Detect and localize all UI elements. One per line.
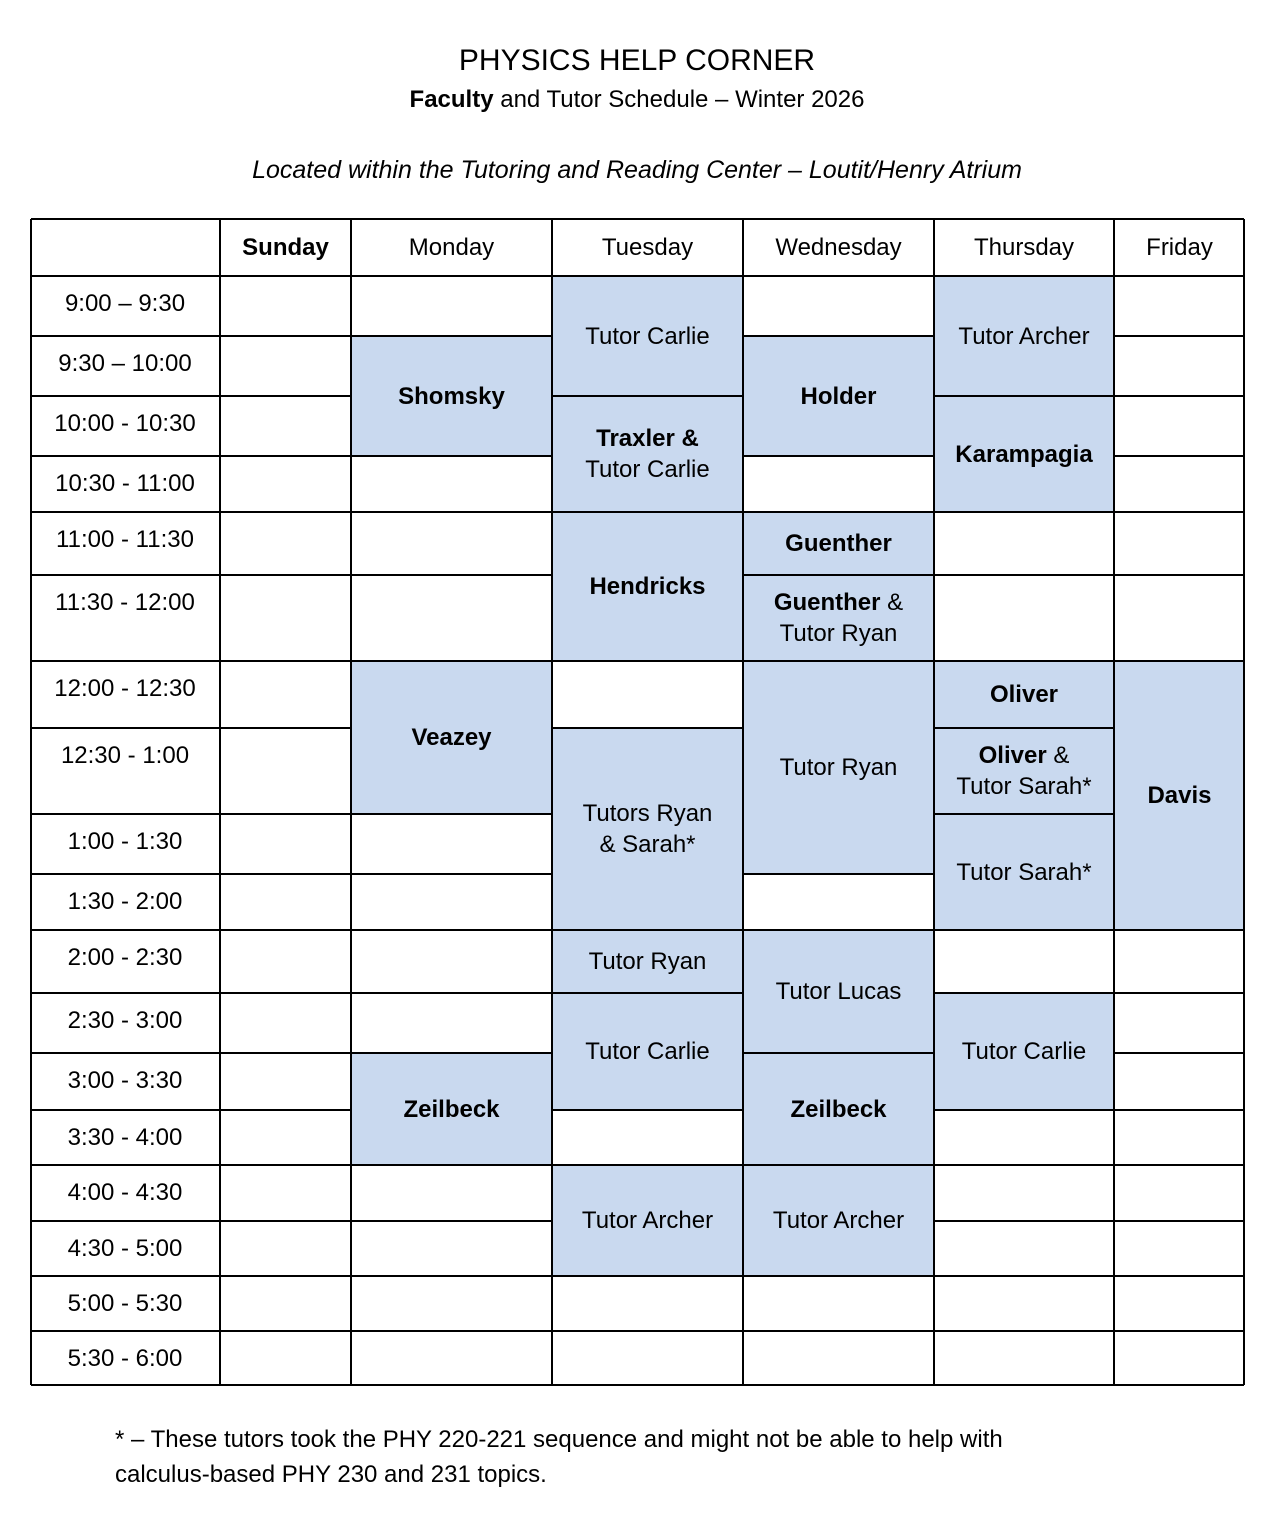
empty-slot-friday xyxy=(1114,1165,1245,1221)
empty-slot-friday xyxy=(1114,930,1245,993)
empty-slot-monday xyxy=(351,276,552,336)
empty-slot-tuesday xyxy=(552,1331,743,1386)
footnote-line-2: calculus-based PHY 230 and 231 topics. xyxy=(115,1461,547,1488)
session-block-wednesday xyxy=(743,336,934,456)
session-block-thursday xyxy=(934,993,1114,1110)
empty-slot-thursday xyxy=(934,1221,1114,1276)
empty-slot-monday xyxy=(351,874,552,930)
time-slot-label: 5:00 - 5:30 xyxy=(30,1276,220,1331)
empty-slot-sunday xyxy=(220,456,351,512)
tutor-text: Tutors Ryan xyxy=(582,800,713,827)
session-text xyxy=(956,857,1091,888)
faculty-name: Hendricks xyxy=(589,573,706,600)
empty-slot-wednesday xyxy=(743,456,934,512)
empty-slot-monday xyxy=(351,1221,552,1276)
session-text xyxy=(585,321,709,352)
faculty-name: Traxler & xyxy=(596,425,699,452)
empty-slot-friday xyxy=(1114,1110,1245,1165)
tutor-text: Tutor Carlie xyxy=(585,456,710,483)
location-note: Located within the Tutoring and Reading Center – Loutit/Henry Atrium xyxy=(252,156,1022,184)
empty-slot-wednesday xyxy=(743,276,934,336)
empty-slot-sunday xyxy=(220,276,351,336)
day-header-sunday: Sunday xyxy=(220,218,351,276)
time-slot-label: 3:30 - 4:00 xyxy=(30,1110,220,1165)
tutor-text: & xyxy=(880,589,904,616)
empty-slot-sunday xyxy=(220,1165,351,1221)
session-text xyxy=(773,1205,904,1236)
empty-slot-tuesday xyxy=(552,661,743,728)
session-text xyxy=(582,1205,713,1236)
tutor-text: Tutor Sarah* xyxy=(956,773,1092,800)
empty-slot-thursday xyxy=(934,1110,1114,1165)
session-text xyxy=(785,528,892,559)
faculty-name: Karampagia xyxy=(955,440,1093,468)
session-text xyxy=(585,1036,709,1067)
empty-slot-tuesday xyxy=(552,1276,743,1331)
empty-slot-friday xyxy=(1114,1221,1245,1276)
session-text xyxy=(583,798,713,860)
empty-slot-monday xyxy=(351,814,552,874)
empty-slot-monday xyxy=(351,1331,552,1386)
session-block-friday xyxy=(1114,661,1245,930)
time-slot-label: 9:30 – 10:00 xyxy=(30,336,220,396)
session-block-thursday xyxy=(934,728,1114,814)
empty-slot-wednesday xyxy=(743,874,934,930)
session-block-thursday xyxy=(934,396,1114,512)
empty-slot-thursday xyxy=(934,1276,1114,1331)
empty-slot-sunday xyxy=(220,930,351,993)
empty-slot-friday xyxy=(1114,993,1245,1053)
session-block-thursday xyxy=(934,661,1114,728)
time-slot-label: 1:30 - 2:00 xyxy=(30,874,220,930)
session-text xyxy=(800,381,876,412)
empty-slot-monday xyxy=(351,993,552,1053)
empty-slot-sunday xyxy=(220,1276,351,1331)
empty-slot-sunday xyxy=(220,993,351,1053)
tutor-text: Tutor Carlie xyxy=(585,1038,710,1065)
tutor-text: & xyxy=(1046,742,1070,769)
session-text xyxy=(589,571,705,602)
time-slot-label: 11:00 - 11:30 xyxy=(30,512,220,575)
time-slot-label: 2:00 - 2:30 xyxy=(30,930,220,993)
session-block-tuesday xyxy=(552,396,743,512)
time-slot-label: 9:00 – 9:30 xyxy=(30,276,220,336)
subtitle-rest: and Tutor Schedule – Winter 2026 xyxy=(493,86,865,113)
empty-slot-friday xyxy=(1114,456,1245,512)
session-text xyxy=(1147,780,1211,811)
time-slot-label: 4:00 - 4:30 xyxy=(30,1165,220,1221)
session-text xyxy=(411,722,491,753)
tutor-text: Tutor Lucas xyxy=(775,978,902,1005)
empty-slot-thursday xyxy=(934,1165,1114,1221)
empty-slot-thursday xyxy=(934,575,1114,661)
time-slot-label: 11:30 - 12:00 xyxy=(30,575,220,661)
empty-slot-monday xyxy=(351,1276,552,1331)
faculty-name: Zeilbeck xyxy=(403,1095,500,1123)
footnote-line-1: * – These tutors took the PHY 220-221 sequence and might not be able to help with xyxy=(115,1426,1003,1453)
faculty-name: Shomsky xyxy=(398,382,505,410)
session-block-monday xyxy=(351,336,552,456)
faculty-name: Guenther xyxy=(785,530,892,557)
session-text xyxy=(774,587,903,649)
empty-slot-sunday xyxy=(220,814,351,874)
session-block-tuesday xyxy=(552,728,743,930)
session-text xyxy=(955,439,1092,470)
empty-slot-friday xyxy=(1114,336,1245,396)
session-text xyxy=(589,946,707,977)
faculty-name: Veazey xyxy=(411,724,492,751)
time-slot-label: 3:00 - 3:30 xyxy=(30,1053,220,1110)
tutor-text: Tutor Ryan xyxy=(588,948,707,975)
empty-slot-sunday xyxy=(220,396,351,456)
session-block-tuesday xyxy=(552,1165,743,1276)
faculty-name: Oliver xyxy=(989,681,1059,708)
tutor-text: Tutor Ryan xyxy=(779,620,898,647)
day-header-thursday: Thursday xyxy=(934,218,1114,276)
faculty-name: Zeilbeck xyxy=(790,1095,887,1123)
tutor-text: Tutor Carlie xyxy=(585,322,710,350)
time-slot-label: 2:30 - 3:00 xyxy=(30,993,220,1053)
empty-slot-monday xyxy=(351,575,552,661)
empty-slot-friday xyxy=(1114,575,1245,661)
tutor-text: Tutor Archer xyxy=(958,322,1090,350)
session-block-tuesday xyxy=(552,930,743,993)
tutor-text: & Sarah* xyxy=(599,831,696,858)
empty-slot-sunday xyxy=(220,661,351,728)
empty-slot-sunday xyxy=(220,874,351,930)
session-text xyxy=(958,321,1089,352)
empty-slot-friday xyxy=(1114,1053,1245,1110)
session-block-thursday xyxy=(934,276,1114,396)
empty-slot-sunday xyxy=(220,728,351,814)
session-block-tuesday xyxy=(552,512,743,661)
session-text xyxy=(990,679,1058,710)
empty-slot-friday xyxy=(1114,276,1245,336)
session-block-wednesday xyxy=(743,512,934,575)
session-text xyxy=(776,976,902,1007)
time-slot-label: 5:30 - 6:00 xyxy=(30,1331,220,1386)
page-subtitle xyxy=(0,84,1274,116)
empty-slot-friday xyxy=(1114,512,1245,575)
header-corner-cell xyxy=(30,218,220,276)
empty-slot-wednesday xyxy=(743,1331,934,1386)
session-text xyxy=(403,1094,499,1125)
faculty-name: Davis xyxy=(1147,782,1212,809)
faculty-name: Oliver xyxy=(978,742,1047,769)
session-text xyxy=(956,740,1091,802)
footnote xyxy=(115,1422,1195,1492)
empty-slot-sunday xyxy=(220,1053,351,1110)
session-block-wednesday xyxy=(743,661,934,874)
session-text xyxy=(585,423,709,485)
empty-slot-sunday xyxy=(220,575,351,661)
tutor-text: Tutor Ryan xyxy=(779,754,898,781)
empty-slot-wednesday xyxy=(743,1276,934,1331)
session-block-wednesday xyxy=(743,930,934,1053)
faculty-name: Holder xyxy=(800,382,877,410)
page-title: PHYSICS HELP CORNER xyxy=(458,44,816,77)
tutor-text: Tutor Archer xyxy=(772,1207,905,1234)
empty-slot-sunday xyxy=(220,512,351,575)
empty-slot-sunday xyxy=(220,1221,351,1276)
day-header-friday: Friday xyxy=(1114,218,1245,276)
empty-slot-sunday xyxy=(220,336,351,396)
day-header-wednesday: Wednesday xyxy=(743,218,934,276)
session-text xyxy=(398,381,505,412)
session-block-tuesday xyxy=(552,993,743,1110)
empty-slot-monday xyxy=(351,512,552,575)
session-text xyxy=(780,752,898,783)
empty-slot-thursday xyxy=(934,930,1114,993)
session-block-monday xyxy=(351,1053,552,1165)
empty-slot-thursday xyxy=(934,1331,1114,1386)
empty-slot-monday xyxy=(351,1165,552,1221)
empty-slot-monday xyxy=(351,930,552,993)
time-slot-label: 12:00 - 12:30 xyxy=(30,661,220,728)
session-block-wednesday xyxy=(743,1053,934,1165)
session-text xyxy=(790,1094,886,1125)
time-slot-label: 4:30 - 5:00 xyxy=(30,1221,220,1276)
time-slot-label: 1:00 - 1:30 xyxy=(30,814,220,874)
session-block-wednesday xyxy=(743,575,934,661)
tutor-text: Tutor Carlie xyxy=(961,1038,1087,1065)
subtitle-bold-word: Faculty xyxy=(409,86,494,113)
empty-slot-friday xyxy=(1114,1331,1245,1386)
session-block-wednesday xyxy=(743,1165,934,1276)
time-slot-label: 10:00 - 10:30 xyxy=(30,396,220,456)
session-text xyxy=(962,1036,1086,1067)
time-slot-label: 12:30 - 1:00 xyxy=(30,728,220,814)
empty-slot-friday xyxy=(1114,1276,1245,1331)
session-block-monday xyxy=(351,661,552,814)
empty-slot-friday xyxy=(1114,396,1245,456)
day-header-tuesday: Tuesday xyxy=(552,218,743,276)
day-header-monday: Monday xyxy=(351,218,552,276)
empty-slot-sunday xyxy=(220,1331,351,1386)
tutor-text: Tutor Sarah* xyxy=(956,858,1092,886)
empty-slot-tuesday xyxy=(552,1110,743,1165)
session-block-thursday xyxy=(934,814,1114,930)
empty-slot-sunday xyxy=(220,1110,351,1165)
schedule-table xyxy=(30,218,1245,1386)
faculty-name: Guenther xyxy=(773,589,881,616)
session-block-tuesday xyxy=(552,276,743,396)
empty-slot-thursday xyxy=(934,512,1114,575)
tutor-text: Tutor Archer xyxy=(581,1207,714,1234)
time-slot-label: 10:30 - 11:00 xyxy=(30,456,220,512)
empty-slot-monday xyxy=(351,456,552,512)
